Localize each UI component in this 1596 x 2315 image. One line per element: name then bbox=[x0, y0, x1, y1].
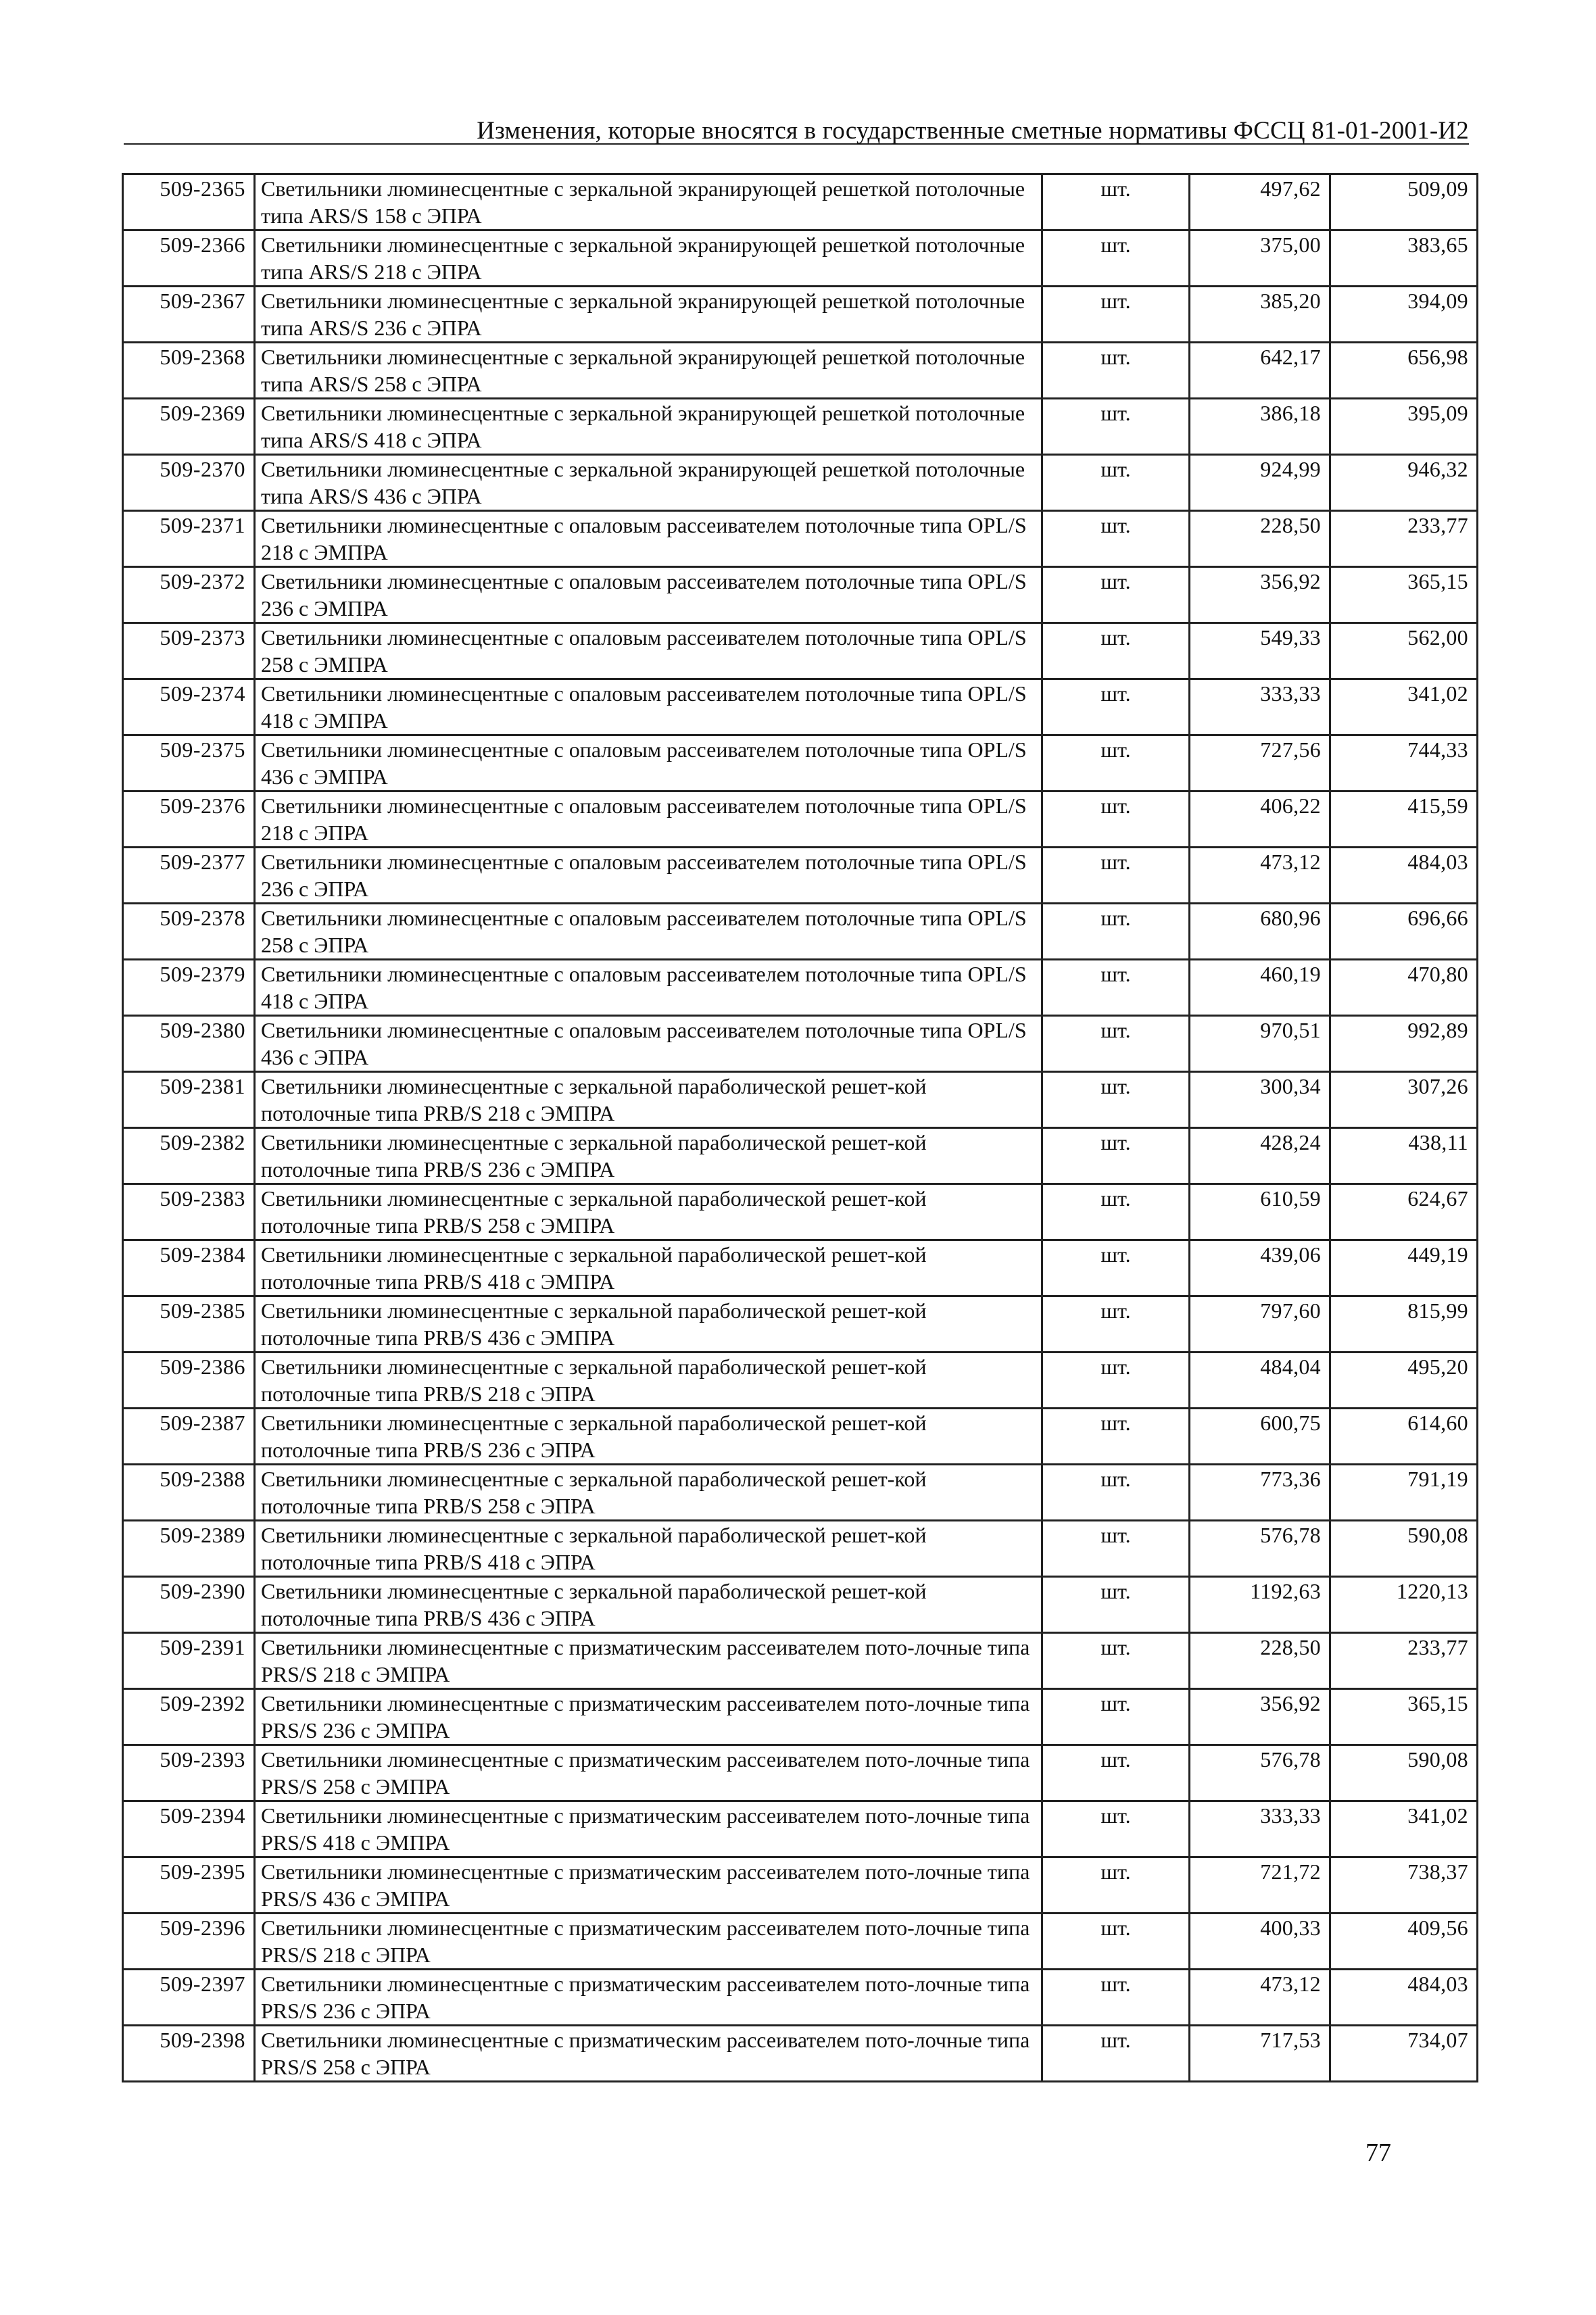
row-unit: шт. bbox=[1042, 230, 1190, 287]
row-description bbox=[255, 2026, 1042, 2082]
row-price-1: 610,59 bbox=[1190, 1184, 1330, 1240]
row-description bbox=[255, 1857, 1042, 1914]
row-price-1: 473,12 bbox=[1190, 1970, 1330, 2026]
row-unit: шт. bbox=[1042, 1970, 1190, 2026]
row-unit: шт. bbox=[1042, 399, 1190, 455]
row-code: 509-2389 bbox=[123, 1521, 255, 1577]
row-code: 509-2396 bbox=[123, 1914, 255, 1970]
row-description-text: Светильники люминесцентные с опаловым рассеивателем потолочные типа OPL/S 258 с ЭПРА bbox=[261, 906, 1032, 957]
row-unit: шт. bbox=[1042, 1633, 1190, 1689]
row-unit: шт. bbox=[1042, 343, 1190, 399]
row-price-2: 307,26 bbox=[1330, 1072, 1478, 1128]
row-price-1: 460,19 bbox=[1190, 960, 1330, 1016]
row-price-1: 333,33 bbox=[1190, 679, 1330, 735]
row-price-2: 395,09 bbox=[1330, 399, 1478, 455]
row-unit: шт. bbox=[1042, 960, 1190, 1016]
row-price-2: 365,15 bbox=[1330, 1689, 1478, 1745]
row-price-2: 1220,13 bbox=[1330, 1577, 1478, 1633]
row-unit: шт. bbox=[1042, 735, 1190, 791]
row-description bbox=[255, 287, 1042, 343]
row-description-text: Светильники люминесцентные с опаловым рассеивателем потолочные типа OPL/S 258 с ЭМПРА bbox=[261, 625, 1032, 677]
table-row bbox=[123, 904, 1478, 960]
row-code: 509-2372 bbox=[123, 567, 255, 623]
row-description-text: Светильники люминесцентные с призматическим рассеивателем пото-лочные типа PRS/S 258 с ЭМПРА bbox=[261, 1747, 1036, 1799]
row-unit: шт. bbox=[1042, 1240, 1190, 1296]
row-price-2: 415,59 bbox=[1330, 791, 1478, 848]
row-price-2: 590,08 bbox=[1330, 1745, 1478, 1801]
row-code: 509-2377 bbox=[123, 848, 255, 904]
row-unit: шт. bbox=[1042, 1072, 1190, 1128]
table-row bbox=[123, 679, 1478, 735]
row-price-2: 946,32 bbox=[1330, 455, 1478, 511]
row-price-1: 473,12 bbox=[1190, 848, 1330, 904]
row-price-2: 365,15 bbox=[1330, 567, 1478, 623]
row-price-2: 470,80 bbox=[1330, 960, 1478, 1016]
row-code: 509-2379 bbox=[123, 960, 255, 1016]
row-price-1: 385,20 bbox=[1190, 287, 1330, 343]
row-price-2: 449,19 bbox=[1330, 1240, 1478, 1296]
row-description bbox=[255, 174, 1042, 230]
row-description bbox=[255, 1016, 1042, 1072]
row-description-text: Светильники люминесцентные с призматическим рассеивателем пото-лочные типа PRS/S 418 с ЭМПРА bbox=[261, 1803, 1036, 1855]
row-unit: шт. bbox=[1042, 848, 1190, 904]
row-description bbox=[255, 1353, 1042, 1409]
row-code: 509-2385 bbox=[123, 1296, 255, 1353]
row-code: 509-2398 bbox=[123, 2026, 255, 2082]
table-row bbox=[123, 1857, 1478, 1914]
row-description bbox=[255, 679, 1042, 735]
row-unit: шт. bbox=[1042, 1914, 1190, 1970]
table-row bbox=[123, 1521, 1478, 1577]
row-description-text: Светильники люминесцентные с зеркальной параболической решет-кой потолочные типа PRB/S 418 с ЭПРА bbox=[261, 1523, 932, 1574]
row-unit: шт. bbox=[1042, 511, 1190, 567]
row-price-2: 409,56 bbox=[1330, 1914, 1478, 1970]
row-unit: шт. bbox=[1042, 455, 1190, 511]
row-price-2: 341,02 bbox=[1330, 1801, 1478, 1857]
row-price-2: 696,66 bbox=[1330, 904, 1478, 960]
row-unit: шт. bbox=[1042, 1577, 1190, 1633]
page-header-title: Изменения, которые вносятся в государственные сметные нормативы ФССЦ 81-01-2001-И2 bbox=[477, 117, 1469, 145]
row-price-2: 791,19 bbox=[1330, 1465, 1478, 1521]
table-row bbox=[123, 1184, 1478, 1240]
row-description-text: Светильники люминесцентные с опаловым рассеивателем потолочные типа OPL/S 436 с ЭМПРА bbox=[261, 737, 1032, 789]
row-price-1: 642,17 bbox=[1190, 343, 1330, 399]
row-price-2: 341,02 bbox=[1330, 679, 1478, 735]
price-table-body bbox=[123, 174, 1478, 2082]
table-row bbox=[123, 791, 1478, 848]
row-description bbox=[255, 1296, 1042, 1353]
row-price-2: 815,99 bbox=[1330, 1296, 1478, 1353]
table-row bbox=[123, 1016, 1478, 1072]
row-description bbox=[255, 1128, 1042, 1184]
row-description bbox=[255, 455, 1042, 511]
row-description-text: Светильники люминесцентные с призматическим рассеивателем пото-лочные типа PRS/S 236 с ЭМПРА bbox=[261, 1691, 1036, 1743]
row-code: 509-2374 bbox=[123, 679, 255, 735]
row-code: 509-2365 bbox=[123, 174, 255, 230]
row-description-text: Светильники люминесцентные с зеркальной параболической решет-кой потолочные типа PRB/S 436 с ЭПРА bbox=[261, 1579, 932, 1630]
row-unit: шт. bbox=[1042, 1128, 1190, 1184]
row-code: 509-2383 bbox=[123, 1184, 255, 1240]
table-row bbox=[123, 1801, 1478, 1857]
row-description-text: Светильники люминесцентные с опаловым рассеивателем потолочные типа OPL/S 236 с ЭПРА bbox=[261, 850, 1032, 901]
table-row bbox=[123, 1128, 1478, 1184]
row-code: 509-2373 bbox=[123, 623, 255, 679]
table-row bbox=[123, 1296, 1478, 1353]
row-description-text: Светильники люминесцентные с зеркальной параболической решет-кой потолочные типа PRB/S 236 с ЭПРА bbox=[261, 1411, 932, 1462]
row-price-2: 562,00 bbox=[1330, 623, 1478, 679]
row-description-text: Светильники люминесцентные с зеркальной параболической решет-кой потолочные типа PRB/S 436 с ЭМПРА bbox=[261, 1298, 932, 1350]
table-row bbox=[123, 848, 1478, 904]
table-row bbox=[123, 1409, 1478, 1465]
row-description bbox=[255, 1409, 1042, 1465]
row-unit: шт. bbox=[1042, 1016, 1190, 1072]
table-row bbox=[123, 1577, 1478, 1633]
row-description-text: Светильники люминесцентные с зеркальной экранирующей решеткой потолочные типа ARS/S 418 с ЭПРА bbox=[261, 401, 1031, 452]
row-price-2: 590,08 bbox=[1330, 1521, 1478, 1577]
row-unit: шт. bbox=[1042, 1521, 1190, 1577]
row-price-1: 356,92 bbox=[1190, 1689, 1330, 1745]
row-description-text: Светильники люминесцентные с зеркальной экранирующей решеткой потолочные типа ARS/S 158 с ЭПРА bbox=[261, 176, 1031, 228]
row-unit: шт. bbox=[1042, 2026, 1190, 2082]
row-description bbox=[255, 1689, 1042, 1745]
row-code: 509-2371 bbox=[123, 511, 255, 567]
row-description-text: Светильники люминесцентные с опаловым рассеивателем потолочные типа OPL/S 218 с ЭМПРА bbox=[261, 513, 1032, 564]
row-code: 509-2394 bbox=[123, 1801, 255, 1857]
table-row bbox=[123, 623, 1478, 679]
row-price-1: 428,24 bbox=[1190, 1128, 1330, 1184]
row-code: 509-2370 bbox=[123, 455, 255, 511]
row-price-1: 333,33 bbox=[1190, 1801, 1330, 1857]
table-row bbox=[123, 1072, 1478, 1128]
row-description bbox=[255, 1577, 1042, 1633]
row-code: 509-2366 bbox=[123, 230, 255, 287]
row-description bbox=[255, 1970, 1042, 2026]
row-description-text: Светильники люминесцентные с призматическим рассеивателем пото-лочные типа PRS/S 258 с ЭПРА bbox=[261, 2028, 1036, 2079]
row-code: 509-2390 bbox=[123, 1577, 255, 1633]
row-price-2: 744,33 bbox=[1330, 735, 1478, 791]
row-code: 509-2384 bbox=[123, 1240, 255, 1296]
row-code: 509-2386 bbox=[123, 1353, 255, 1409]
row-price-1: 680,96 bbox=[1190, 904, 1330, 960]
row-price-1: 970,51 bbox=[1190, 1016, 1330, 1072]
row-code: 509-2382 bbox=[123, 1128, 255, 1184]
row-code: 509-2397 bbox=[123, 1970, 255, 2026]
row-description bbox=[255, 1745, 1042, 1801]
row-price-2: 734,07 bbox=[1330, 2026, 1478, 2082]
row-unit: шт. bbox=[1042, 567, 1190, 623]
row-description-text: Светильники люминесцентные с зеркальной экранирующей решеткой потолочные типа ARS/S 218 с ЭПРА bbox=[261, 233, 1031, 284]
row-price-1: 721,72 bbox=[1190, 1857, 1330, 1914]
row-description bbox=[255, 1914, 1042, 1970]
row-description bbox=[255, 230, 1042, 287]
row-unit: шт. bbox=[1042, 791, 1190, 848]
row-price-2: 394,09 bbox=[1330, 287, 1478, 343]
table-row bbox=[123, 2026, 1478, 2082]
row-code: 509-2369 bbox=[123, 399, 255, 455]
row-description-text: Светильники люминесцентные с зеркальной параболической решет-кой потолочные типа PRB/S 218 с ЭПРА bbox=[261, 1355, 932, 1406]
row-description-text: Светильники люминесцентные с зеркальной параболической решет-кой потолочные типа PRB/S 236 с ЭМПРА bbox=[261, 1130, 932, 1181]
row-description bbox=[255, 1184, 1042, 1240]
row-description-text: Светильники люминесцентные с зеркальной параболической решет-кой потолочные типа PRB/S 258 с ЭМПРА bbox=[261, 1186, 932, 1238]
row-description bbox=[255, 511, 1042, 567]
row-price-2: 614,60 bbox=[1330, 1409, 1478, 1465]
row-description-text: Светильники люминесцентные с зеркальной параболической решет-кой потолочные типа PRB/S 258 с ЭПРА bbox=[261, 1467, 932, 1518]
table-row bbox=[123, 567, 1478, 623]
row-price-2: 438,11 bbox=[1330, 1128, 1478, 1184]
row-code: 509-2392 bbox=[123, 1689, 255, 1745]
page-header bbox=[124, 114, 1469, 145]
row-price-1: 400,33 bbox=[1190, 1914, 1330, 1970]
row-price-1: 300,34 bbox=[1190, 1072, 1330, 1128]
row-description-text: Светильники люминесцентные с зеркальной экранирующей решеткой потолочные типа ARS/S 258 с ЭПРА bbox=[261, 345, 1031, 396]
table-row bbox=[123, 1353, 1478, 1409]
row-unit: шт. bbox=[1042, 287, 1190, 343]
row-description bbox=[255, 567, 1042, 623]
row-description-text: Светильники люминесцентные с опаловым рассеивателем потолочные типа OPL/S 418 с ЭПРА bbox=[261, 962, 1032, 1013]
table-row bbox=[123, 1745, 1478, 1801]
row-unit: шт. bbox=[1042, 679, 1190, 735]
row-price-2: 738,37 bbox=[1330, 1857, 1478, 1914]
table-row bbox=[123, 735, 1478, 791]
row-code: 509-2380 bbox=[123, 1016, 255, 1072]
row-price-1: 727,56 bbox=[1190, 735, 1330, 791]
row-unit: шт. bbox=[1042, 1745, 1190, 1801]
row-unit: шт. bbox=[1042, 1184, 1190, 1240]
row-price-2: 624,67 bbox=[1330, 1184, 1478, 1240]
table-row bbox=[123, 1633, 1478, 1689]
row-code: 509-2393 bbox=[123, 1745, 255, 1801]
row-description bbox=[255, 1801, 1042, 1857]
row-price-1: 497,62 bbox=[1190, 174, 1330, 230]
row-description bbox=[255, 904, 1042, 960]
table-row bbox=[123, 1914, 1478, 1970]
row-price-1: 356,92 bbox=[1190, 567, 1330, 623]
row-price-1: 797,60 bbox=[1190, 1296, 1330, 1353]
row-code: 509-2381 bbox=[123, 1072, 255, 1128]
row-price-2: 992,89 bbox=[1330, 1016, 1478, 1072]
row-price-1: 228,50 bbox=[1190, 511, 1330, 567]
row-unit: шт. bbox=[1042, 174, 1190, 230]
row-description-text: Светильники люминесцентные с призматическим рассеивателем пото-лочные типа PRS/S 218 с ЭПРА bbox=[261, 1916, 1036, 1967]
row-code: 509-2367 bbox=[123, 287, 255, 343]
row-code: 509-2388 bbox=[123, 1465, 255, 1521]
table-row bbox=[123, 230, 1478, 287]
row-description bbox=[255, 848, 1042, 904]
row-price-2: 233,77 bbox=[1330, 1633, 1478, 1689]
row-code: 509-2375 bbox=[123, 735, 255, 791]
row-description bbox=[255, 1521, 1042, 1577]
row-description bbox=[255, 399, 1042, 455]
row-description bbox=[255, 1633, 1042, 1689]
row-description-text: Светильники люминесцентные с призматическим рассеивателем пото-лочные типа PRS/S 218 с ЭМПРА bbox=[261, 1635, 1036, 1686]
row-unit: шт. bbox=[1042, 904, 1190, 960]
row-description bbox=[255, 960, 1042, 1016]
row-description-text: Светильники люминесцентные с зеркальной параболической решет-кой потолочные типа PRB/S 218 с ЭМПРА bbox=[261, 1074, 932, 1125]
table-row bbox=[123, 1689, 1478, 1745]
row-unit: шт. bbox=[1042, 623, 1190, 679]
row-price-1: 1192,63 bbox=[1190, 1577, 1330, 1633]
row-price-1: 406,22 bbox=[1190, 791, 1330, 848]
row-description bbox=[255, 343, 1042, 399]
row-description-text: Светильники люминесцентные с опаловым рассеивателем потолочные типа OPL/S 218 с ЭПРА bbox=[261, 794, 1032, 845]
row-description bbox=[255, 791, 1042, 848]
table-row bbox=[123, 1465, 1478, 1521]
table-row bbox=[123, 1240, 1478, 1296]
row-price-2: 484,03 bbox=[1330, 1970, 1478, 2026]
row-price-1: 549,33 bbox=[1190, 623, 1330, 679]
row-price-1: 717,53 bbox=[1190, 2026, 1330, 2082]
row-unit: шт. bbox=[1042, 1465, 1190, 1521]
row-code: 509-2395 bbox=[123, 1857, 255, 1914]
row-unit: шт. bbox=[1042, 1689, 1190, 1745]
row-unit: шт. bbox=[1042, 1409, 1190, 1465]
row-price-2: 233,77 bbox=[1330, 511, 1478, 567]
table-row bbox=[123, 511, 1478, 567]
row-code: 509-2378 bbox=[123, 904, 255, 960]
page-number: 77 bbox=[1365, 2139, 1391, 2167]
row-code: 509-2391 bbox=[123, 1633, 255, 1689]
row-price-2: 509,09 bbox=[1330, 174, 1478, 230]
row-description-text: Светильники люминесцентные с призматическим рассеивателем пото-лочные типа PRS/S 236 с ЭПРА bbox=[261, 1972, 1036, 2023]
row-code: 509-2387 bbox=[123, 1409, 255, 1465]
row-unit: шт. bbox=[1042, 1801, 1190, 1857]
row-code: 509-2368 bbox=[123, 343, 255, 399]
row-description-text: Светильники люминесцентные с зеркальной параболической решет-кой потолочные типа PRB/S 418 с ЭМПРА bbox=[261, 1242, 932, 1294]
row-description bbox=[255, 735, 1042, 791]
table-row bbox=[123, 343, 1478, 399]
row-price-2: 383,65 bbox=[1330, 230, 1478, 287]
table-row bbox=[123, 174, 1478, 230]
row-price-1: 576,78 bbox=[1190, 1745, 1330, 1801]
row-description-text: Светильники люминесцентные с опаловым рассеивателем потолочные типа OPL/S 236 с ЭМПРА bbox=[261, 569, 1032, 620]
row-description-text: Светильники люминесцентные с опаловым рассеивателем потолочные типа OPL/S 418 с ЭМПРА bbox=[261, 681, 1032, 733]
row-code: 509-2376 bbox=[123, 791, 255, 848]
table-row bbox=[123, 287, 1478, 343]
row-description bbox=[255, 1240, 1042, 1296]
row-description bbox=[255, 623, 1042, 679]
row-price-1: 484,04 bbox=[1190, 1353, 1330, 1409]
table-row bbox=[123, 1970, 1478, 2026]
row-unit: шт. bbox=[1042, 1353, 1190, 1409]
row-price-2: 656,98 bbox=[1330, 343, 1478, 399]
table-row bbox=[123, 960, 1478, 1016]
row-description bbox=[255, 1072, 1042, 1128]
row-unit: шт. bbox=[1042, 1857, 1190, 1914]
row-price-1: 773,36 bbox=[1190, 1465, 1330, 1521]
table-row bbox=[123, 455, 1478, 511]
row-description-text: Светильники люминесцентные с опаловым рассеивателем потолочные типа OPL/S 436 с ЭПРА bbox=[261, 1018, 1032, 1069]
row-price-1: 386,18 bbox=[1190, 399, 1330, 455]
row-price-1: 228,50 bbox=[1190, 1633, 1330, 1689]
row-description bbox=[255, 1465, 1042, 1521]
row-price-1: 924,99 bbox=[1190, 455, 1330, 511]
price-table bbox=[122, 173, 1478, 2082]
row-price-1: 375,00 bbox=[1190, 230, 1330, 287]
row-description-text: Светильники люминесцентные с призматическим рассеивателем пото-лочные типа PRS/S 436 с ЭМПРА bbox=[261, 1859, 1036, 1911]
row-price-1: 439,06 bbox=[1190, 1240, 1330, 1296]
row-description-text: Светильники люминесцентные с зеркальной экранирующей решеткой потолочные типа ARS/S 436 с ЭПРА bbox=[261, 457, 1031, 508]
row-unit: шт. bbox=[1042, 1296, 1190, 1353]
row-price-2: 484,03 bbox=[1330, 848, 1478, 904]
row-price-1: 576,78 bbox=[1190, 1521, 1330, 1577]
row-price-2: 495,20 bbox=[1330, 1353, 1478, 1409]
row-price-1: 600,75 bbox=[1190, 1409, 1330, 1465]
row-description-text: Светильники люминесцентные с зеркальной экранирующей решеткой потолочные типа ARS/S 236 с ЭПРА bbox=[261, 289, 1031, 340]
table-row bbox=[123, 399, 1478, 455]
